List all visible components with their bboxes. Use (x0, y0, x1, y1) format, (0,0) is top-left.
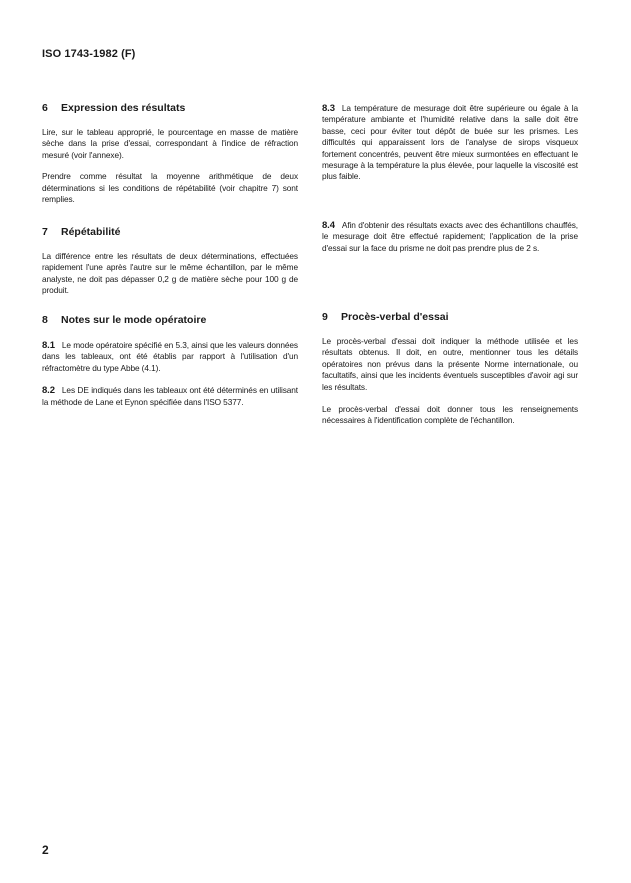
paragraph-8-3-number: 8.3 (322, 103, 335, 114)
document-header: ISO 1743-1982 (F) (42, 48, 136, 60)
paragraph-8-3-text: La température de mesurage doit être supérieure ou égale à la température ambiante et l'humidité relative dans la salle doit être basse, ceci pour éviter tout dépôt de buée sur les prismes. Les difficultés qui apparaissent lors de l'analyse de sirops visqueux fortement concentrés, peuvent être mieux surmontées en effectuant le mesurage à la température la plus élevée, pour laquelle la viscosité est plus faible. (322, 103, 578, 182)
paragraph-8-4-block (322, 220, 578, 254)
paragraph-8-3 (322, 103, 578, 183)
section-6-paragraph-1: Lire, sur le tableau approprié, le pourcentage en masse de matière sèche dans la prise d'essai, correspondant à l'indice de réfraction mesuré (voir l'annexe). (42, 127, 298, 160)
section-6 (42, 102, 298, 205)
section-8-number: 8 (42, 314, 48, 326)
paragraph-8-2 (42, 385, 298, 408)
page-number: 2 (42, 843, 49, 857)
paragraph-8-3-block (322, 103, 578, 183)
section-7-number: 7 (42, 226, 48, 238)
paragraph-8-2-text: Les DE indiqués dans les tableaux ont été déterminés en utilisant la méthode de Lane et Eynon spécifiée dans l'ISO 5377. (42, 385, 298, 407)
paragraph-8-2-number: 8.2 (42, 385, 55, 397)
section-9-paragraph-1: Le procès-verbal d'essai doit indiquer la méthode utilisée et les résultats obtenus. Il doit, en outre, mentionner tous les détails opératoires non prévus dans la présente Norme internationale, ou facultatifs, ainsi que les incidents éventuels susceptibles d'avoir agi sur les résultats. (322, 336, 578, 392)
section-8 (42, 314, 298, 408)
section-9-paragraph-2: Le procès-verbal d'essai doit donner tous les renseignements nécessaires à l'identification complète de l'échantillon. (322, 404, 578, 426)
section-6-title: Expression des résultats (61, 102, 186, 114)
section-8-title: Notes sur le mode opératoire (61, 314, 207, 326)
paragraph-8-4-number: 8.4 (322, 220, 335, 231)
section-9-number: 9 (322, 311, 328, 323)
section-6-heading (42, 102, 298, 114)
section-9-heading (322, 311, 578, 323)
paragraph-8-1-text: Le mode opératoire spécifié en 5.3, ainsi que les valeurs données dans les tableaux, ont été établis par rapport à l'utilisation d'un réfractomètre du type Abbe (4.1). (42, 340, 298, 373)
section-7-paragraph-1: La différence entre les résultats de deux déterminations, effectuées rapidement l'une après l'autre sur le même échantillon, par le même analyste, ne doit pas dépasser 0,2 g de matière sèche pour 100 g de produit. (42, 251, 298, 296)
section-7 (42, 226, 298, 297)
section-9-title: Procès-verbal d'essai (341, 311, 449, 323)
section-6-number: 6 (42, 102, 48, 114)
paragraph-8-4-text: Afin d'obtenir des résultats exacts avec des échantillons chauffés, le mesurage doit être effectué rapidement; l'application de la prise d'essai sur la face du prisme ne doit pas prendre plus de 2 s. (322, 220, 578, 253)
section-8-heading (42, 314, 298, 326)
paragraph-8-1 (42, 340, 298, 374)
paragraph-8-1-number: 8.1 (42, 340, 55, 351)
section-9 (322, 311, 578, 427)
section-7-heading (42, 226, 298, 238)
section-7-title: Répétabilité (61, 226, 121, 238)
paragraph-8-4 (322, 220, 578, 254)
section-6-paragraph-2: Prendre comme résultat la moyenne arithmétique de deux déterminations si les conditions de répétabilité (voir chapitre 7) sont remplies. (42, 171, 298, 205)
